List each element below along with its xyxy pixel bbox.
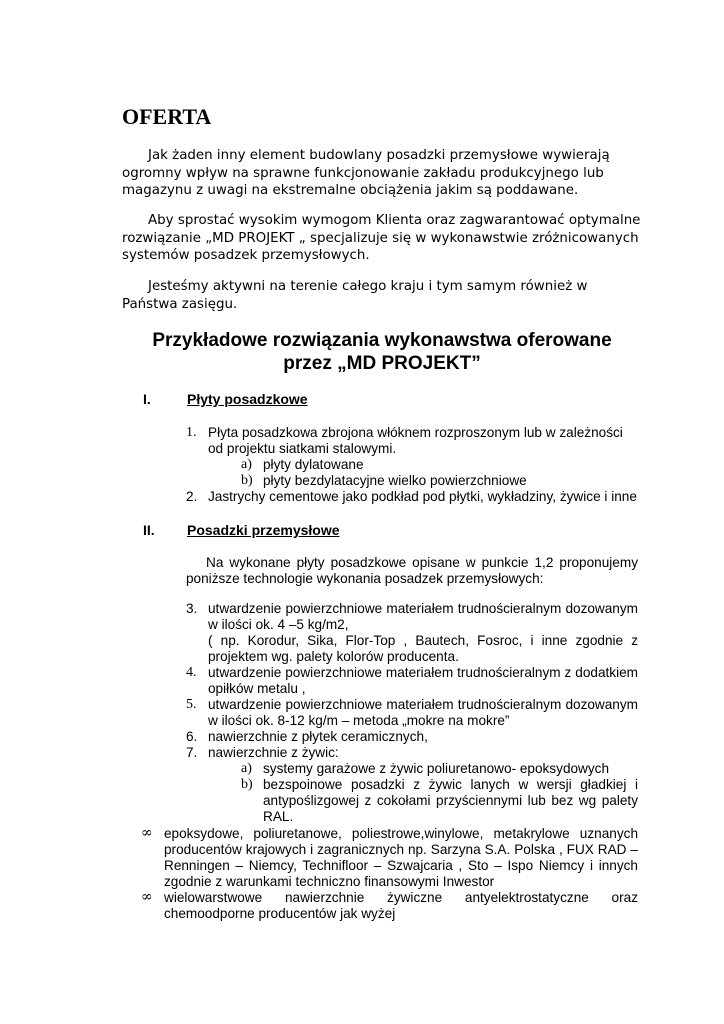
list-item: a) płyty dylatowane bbox=[241, 457, 364, 472]
list-item: 4. utwardzenie powierzchniowe materiałem trudnościeralnym z dodatkiem opiłków metalu , bbox=[186, 665, 638, 696]
section-heading-line-2: przez „MD PROJEKT” bbox=[283, 353, 481, 374]
list-item: ( np. Korodur, Sika, Flor-Top , Bautech, Fosroc, i inne zgodnie z projektem wg. palety kolorów producenta. bbox=[208, 633, 638, 664]
list-item: 1. Płyta posadzkowa zbrojona włóknem rozproszonym lub w zależności od projektu siatkami stalowymi. bbox=[186, 425, 623, 456]
infinity-bullet-icon: ∞ bbox=[141, 889, 153, 905]
infinity-bullet-icon: ∞ bbox=[141, 825, 153, 841]
list-item: 2. Jastrychy cementowe jako podkład pod płytki, wykładziny, żywice i inne bbox=[186, 489, 637, 504]
list-item: 3. utwardzenie powierzchniowe materiałem trudnościeralnym dozowanym w ilości ok. 4 –5 kg/m2, bbox=[186, 601, 638, 632]
section-1-label: Płyty posadzkowe bbox=[187, 391, 308, 407]
bullet-item: ∞ epoksydowe, poliuretanowe, poliestrowe,winylowe, metakrylowe uznanych producentów krajowych i zagranicznych np. Sarzyna S.A. Polska , FUX RAD – Renningen – Niemcy, Technifloor – Szwajcaria , Sto – Ispo Niemcy i innych zgodnie z warunkami techniczno finansowymi Inwestor bbox=[141, 825, 638, 889]
document-title: OFERTA bbox=[122, 104, 212, 129]
section-2-number: II. bbox=[143, 522, 155, 538]
section-heading-line-1: Przykładowe rozwiązania wykonawstwa oferowane bbox=[152, 330, 612, 351]
section-2-label: Posadzki przemysłowe bbox=[187, 522, 340, 538]
bullet-item: ∞ wielowarstwowe nawierzchnie żywiczne antyelektrostatyczne oraz chemoodporne producentów jak wyżej bbox=[141, 889, 638, 921]
section-1-number: I. bbox=[143, 391, 151, 407]
list-item: a) systemy garażowe z żywic poliuretanowo- epoksydowych bbox=[241, 761, 610, 776]
list-item: 7. nawierzchnie z żywic: bbox=[186, 745, 339, 760]
intro-paragraph-1: Jak żaden inny element budowlany posadzki przemysłowe wywierają ogromny wpływ na sprawne funkcjonowanie zakładu produkcyjnego lub magazynu z uwagi na ekstremalne obciążenia jakim są poddawane. bbox=[122, 148, 610, 198]
intro-paragraph-2: Aby sprostać wysokim wymogom Klienta oraz zagwarantować optymalne rozwiązanie „MD PROJEKT „ specjalizuje się w wykonawstwie zróżnicowanych systemów posadzek przemysłowych. bbox=[122, 213, 641, 263]
section-2-intro: Na wykonane płyty posadzkowe opisane w punkcie 1,2 proponujemy poniższe technologie wykonania posadzek przemysłowych: bbox=[186, 555, 638, 586]
intro-paragraph-3: Jesteśmy aktywni na terenie całego kraju i tym samym również w Państwa zasięgu. bbox=[122, 279, 588, 312]
list-item: 6. nawierzchnie z płytek ceramicznych, bbox=[186, 729, 428, 744]
list-item: b) płyty bezdylatacyjne wielko powierzchniowe bbox=[241, 473, 527, 488]
list-item: b) bezspoinowe posadzki z żywic lanych w wersji gładkiej i antypoślizgowej z cokołami przyściennymi lub bez wg palety RAL. bbox=[241, 777, 638, 824]
list-item: 5. utwardzenie powierzchniowe materiałem trudnościeralnym dozowanym w ilości ok. 8-12 kg/m – metoda „mokre na mokre” bbox=[186, 697, 638, 728]
